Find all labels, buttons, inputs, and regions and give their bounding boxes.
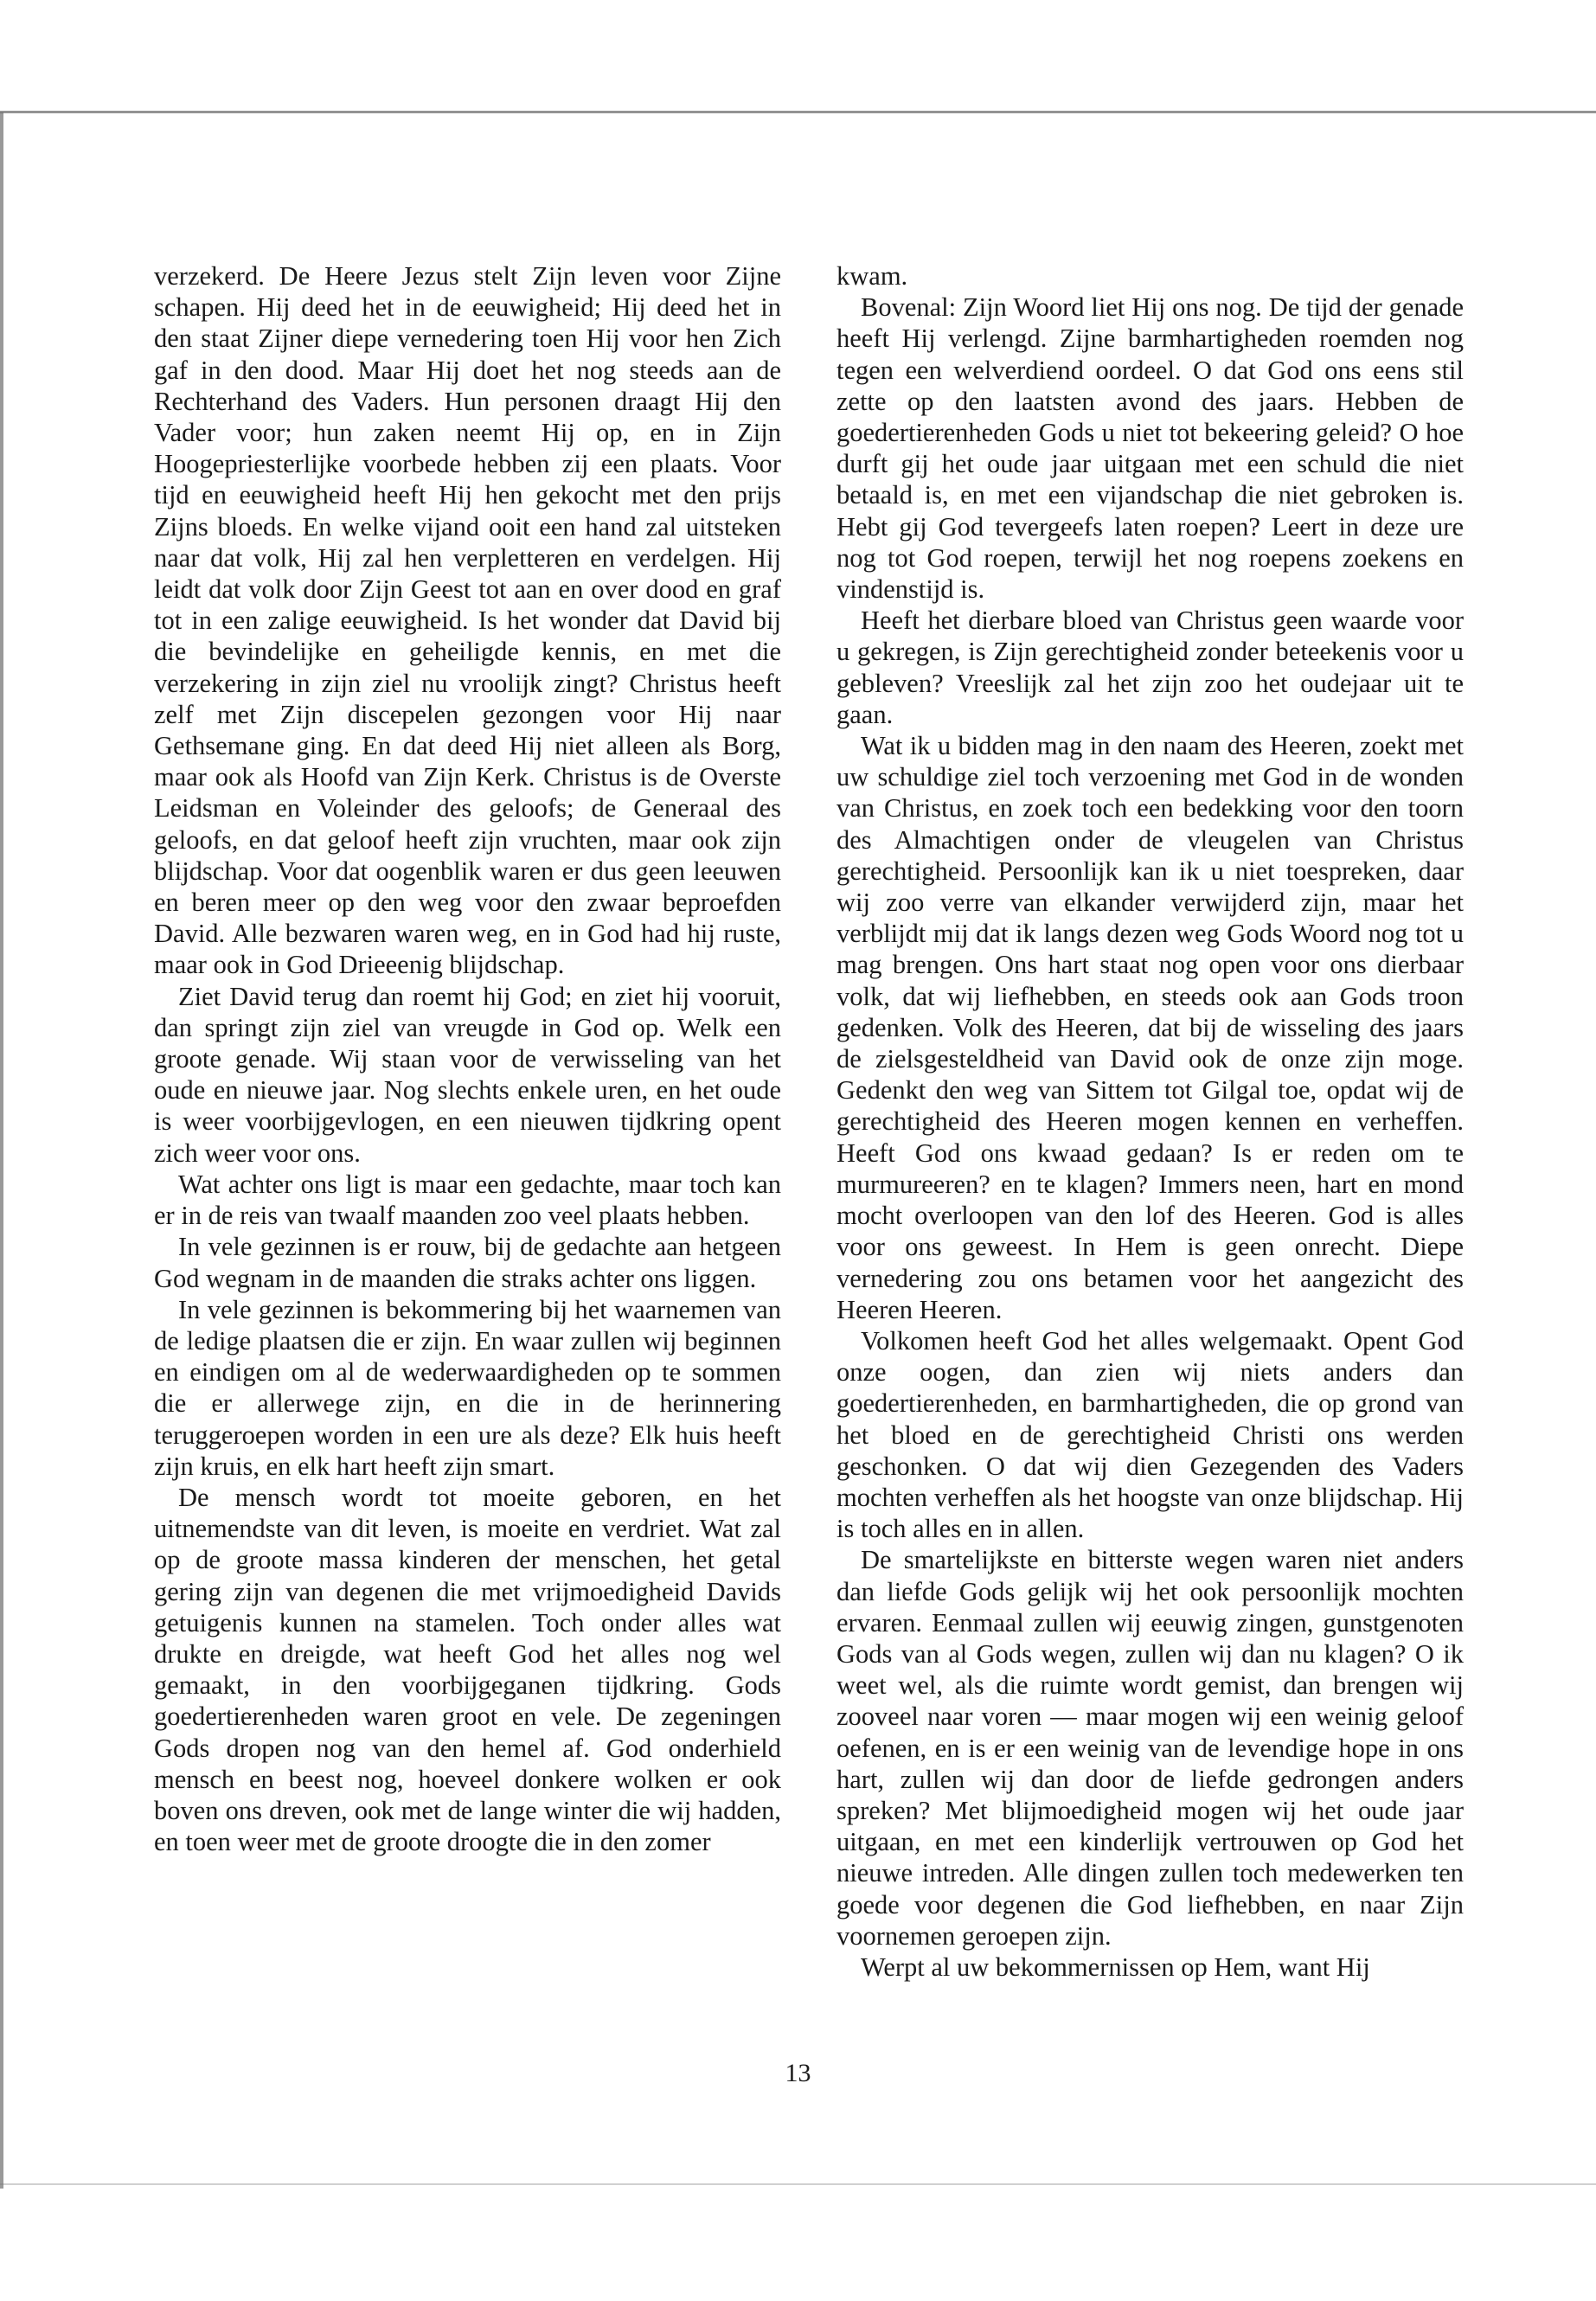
page-number: 13 — [785, 2059, 811, 2087]
paragraph: De smartelijkste en bitterste wegen waren niet anders dan liefde Gods gelijk wij het ook persoonlijk mochten ervaren. Eenmaal zullen wij eeuwig zingen, gunstgenoten Gods van al Gods wegen, zullen wij dan nu klagen? O ik weet wel, als die ruimte wordt gemist, dan brengen wij zooveel naar voren — maar mogen wij een weinig geloof oefenen, en is er een weinig van de levendige hope in ons hart, zullen wij dan door de liefde gedrongen anders spreken? Met blijmoedigheid mogen wij het oude jaar uitgaan, en met een kinderlijk vertrouwen op God het nieuwe intreden. Alle dingen zullen toch medewerken ten goede voor degenen die God liefhebben, en naar Zijn voornemen geroepen zijn. — [836, 1545, 1464, 1951]
paragraph: In vele gezinnen is bekommering bij het waarnemen van de ledige plaatsen die er zijn. En waar zullen wij beginnen en eindigen om al de wederwaardigheden op te sommen die er allerwege zijn, en die in de herinnering teruggeroepen worden in een ure als deze? Elk huis heeft zijn kruis, en elk hart heeft zijn smart. — [154, 1294, 781, 1481]
scan-top-edge — [0, 111, 1596, 113]
paragraph: kwam. — [836, 261, 908, 291]
paragraph: Wat ik u bidden mag in den naam des Heeren, zoekt met uw schuldige ziel toch verzoening met God in de wonden van Christus, en zoek toch een bedekking voor den toorn des Almachtigen onder de vleugelen van Christus gerechtigheid. Persoonlijk kan ik u niet toespreken, daar wij zoo verre van elkander verwijderd zijn, maar het verblijdt mij dat ik langs dezen weg Gods Woord nog tot u mag brengen. Ons hart staat nog open voor ons dierbaar volk, dat wij liefhebben, en steeds ook aan Gods troon gedenken. Volk des Heeren, dat bij de wisseling des jaars de zielsgesteldheid van David ook de onze zijn moge. Gedenkt den weg van Sittem tot Gilgal toe, opdat wij de gerechtigheid des Heeren mogen kennen en verheffen. Heeft God ons kwaad gedaan? Is er reden om te murmureeren? en te klagen? Immers neen, hart en mond mocht overloopen van den lof des Heeren. God is alles voor ons geweest. In Hem is geen onrecht. Diepe vernedering zou ons betamen voor het aangezicht des Heeren Heeren. — [836, 731, 1464, 1324]
right-text-column — [836, 260, 1464, 1983]
paragraph: Bovenal: Zijn Woord liet Hij ons nog. De tijd der genade heeft Hij verlengd. Zijne barmhartigheden roemden nog tegen een welverdiend oordeel. O dat God ons eens stil zette op den laatsten avond des jaars. Hebben de goedertierenheden Gods u niet tot bekeering geleid? O hoe durft gij het oude jaar uitgaan met een schuld die niet betaald is, en met een vijandschap die niet gebroken is. Hebt gij God tevergeefs laten roepen? Leert in deze ure nog tot God roepen, terwijl het nog roepens zoekens en vindenstijd is. — [836, 292, 1464, 605]
paragraph: Wat achter ons ligt is maar een gedachte, maar toch kan er in de reis van twaalf maanden zoo veel plaats hebben. — [154, 1169, 781, 1231]
paragraph: Volkomen heeft God het alles welgemaakt. Opent God onze oogen, dan zien wij niets anders dan goedertierenheden, en barmhartigheden, die op grond van het bloed en de gerechtigheid Christi ons werden geschonken. O dat wij dien Gezegenden des Vaders mochten verheffen als het hoogste van onze blijdschap. Hij is toch alles en in allen. — [836, 1325, 1464, 1544]
paragraph: De mensch wordt tot moeite geboren, en het uitnemendste van dit leven, is moeite en verdriet. Wat zal op de groote massa kinderen der menschen, het getal gering zijn van degenen die met vrijmoedigheid Davids getuigenis kunnen na stamelen. Toch onder alles wat drukte en dreigde, wat heeft God het alles nog wel gemaakt, in den voorbijgeganen tijdkring. Gods goedertierenheden waren groot en vele. De zegeningen Gods dropen nog van den hemel af. God onderhield mensch en beest nog, hoeveel donkere wolken er ook boven ons dreven, ook met de lange winter die wij hadden, en toen weer met de groote droogte die in den zomer — [154, 1482, 781, 1857]
scan-bottom-edge — [0, 2183, 1596, 2185]
left-text-column — [154, 260, 781, 1857]
paragraph: Ziet David terug dan roemt hij God; en ziet hij vooruit, dan springt zijn ziel van vreugde in God op. Welk een groote genade. Wij staan voor de verwisseling van het oude en nieuwe jaar. Nog slechts enkele uren, en het oude is weer voorbijgevlogen, en een nieuwen tijdkring opent zich weer voor ons. — [154, 981, 781, 1168]
paragraph: In vele gezinnen is er rouw, bij de gedachte aan hetgeen God wegnam in de maanden die straks achter ons liggen. — [154, 1232, 781, 1293]
paragraph: Heeft het dierbare bloed van Christus geen waarde voor u gekregen, is Zijn gerechtigheid zonder beteekenis voor u gebleven? Vreeslijk zal het zijn zoo het oudejaar uit te gaan. — [836, 606, 1464, 729]
scan-left-edge — [0, 112, 3, 2189]
paragraph: verzekerd. De Heere Jezus stelt Zijn leven voor Zijne schapen. Hij deed het in de eeuwigheid; Hij deed het in den staat Zijner diepe vernedering toen Hij voor hen Zich gaf in den dood. Maar Hij doet het nog steeds aan de Rechterhand des Vaders. Hun personen draagt Hij den Vader voor; hun zaken neemt Hij op, en in Zijn Hoogepriesterlijke voorbede hebben zij een plaats. Voor tijd en eeuwigheid heeft Hij hen gekocht met den prijs Zijns bloeds. En welke vijand ooit een hand zal uitsteken naar dat volk, Hij zal hen verpletteren en verdelgen. Hij leidt dat volk door Zijn Geest tot aan en over dood en graf tot in een zalige eeuwigheid. Is het wonder dat David bij die bevindelijke en geheiligde kennis, en met die verzekering in zijn ziel nu vroolijk zingt? Christus heeft zelf met Zijn discepelen gezongen voor Hij naar Gethsemane ging. En dat deed Hij niet alleen als Borg, maar ook als Hoofd van Zijn Kerk. Christus is de Overste Leidsman en Voleinder des geloofs; de Generaal des geloofs, en dat geloof heeft zijn vruchten, maar ook zijn blijdschap. Voor dat oogenblik waren er dus geen leeuwen en beren meer op den weg voor den zwaar beproefden David. Alle bezwaren waren weg, en in God had hij ruste, maar ook in God Drieeenig blijdschap. — [154, 261, 781, 980]
paragraph: Werpt al uw bekommernissen op Hem, want Hij — [861, 1952, 1370, 1982]
